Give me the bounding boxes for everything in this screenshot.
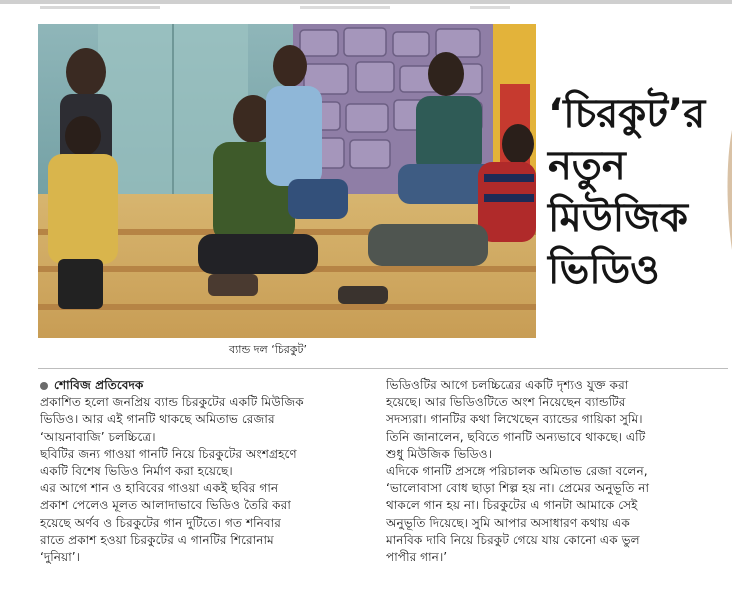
body-line: এদিকে গানটি প্রসঙ্গে পরিচালক অমিতাভ রেজা বলেন, <box>386 464 648 479</box>
body-line: এর আগে শান ও হাবিবের গাওয়া একই ছবির গান <box>40 481 279 496</box>
byline <box>40 377 372 394</box>
article-column-1 <box>40 377 372 566</box>
body-line: থাকলে গান হয় না। চিরকুটের এ গানটা আমাকে সেই <box>386 498 638 513</box>
headline-line: নতুন <box>548 143 626 189</box>
section-divider <box>38 368 728 369</box>
body-line: ভিডিওটির আগে চলচ্চিত্রের একটি দৃশ্যও যুক্ত করা <box>386 378 629 392</box>
headline-line: ভিডিও <box>548 247 660 293</box>
body-line: হয়েছে। আর ভিডিওটিতে অংশ নিয়েছেন ব্যান্ডটির <box>386 395 626 410</box>
headline-line: মিউজিক <box>548 195 689 241</box>
band-photo <box>38 24 536 338</box>
body-line: শুধু মিউজিক ভিডিও। <box>386 446 493 461</box>
body-line: রাতে প্রকাশ হওয়া চিরকুটের এ গানটির শিরোনাম <box>40 532 274 547</box>
body-line: প্রকাশ পেলেও মূলত আলাদাভাবে ভিডিও তৈরি করা <box>40 498 291 513</box>
body-line: সদস্যরা। গানটির কথা লিখেছেন ব্যান্ডের গায়িকা সুমি। <box>386 412 643 427</box>
body-line: পাপীর গান।’ <box>386 550 448 565</box>
body-line: তিনি জানালেন, ছবিতে গানটি অন্যভাবে থাকছে। এটি <box>386 429 646 444</box>
body-line: ভিডিও। আর এই গানটি থাকছে অমিতাভ রেজার <box>40 412 275 427</box>
article-column-2 <box>386 377 728 566</box>
body-line: মানবিক দাবি নিয়ে চিরকুট গেয়ে যায় কোনো এক ভুল <box>386 532 640 547</box>
headline <box>548 88 728 296</box>
photo-caption: ব্যান্ড দল ‘চিরকুট’ <box>228 343 308 356</box>
body-line: প্রকাশিত হলো জনপ্রিয় ব্যান্ড চিরকুটের একটি মিউজিক <box>40 395 304 410</box>
clipped-previous-article-strip <box>0 0 732 22</box>
body-line: ছবিটির জন্য গাওয়া গানটি নিয়ে চিরকুটের অংশগ্রহণে <box>40 446 297 461</box>
clipped-adjacent-photo-edge <box>724 130 732 250</box>
body-line: একটি বিশেষ ভিডিও নির্মাণ করা হয়েছে। <box>40 464 233 479</box>
body-line: ‘দুনিয়া’। <box>40 550 80 565</box>
body-line: হয়েছে অর্ণব ও চিরকুটের গান দুটিতে। গত শনিবার <box>40 515 281 530</box>
headline-line: ‘চিরকুট’র <box>548 91 706 137</box>
bullet-icon <box>40 382 48 390</box>
body-line: অনুভূতি দিয়েছে। সুমি আপার অসাধারণ কথায় এক <box>386 515 630 530</box>
body-line: ‘আয়নাবাজি’ চলচ্চিত্রে। <box>40 429 156 444</box>
byline-text: শোবিজ প্রতিবেদক <box>54 378 144 392</box>
body-line: ‘ভালোবাসা বোধ ছাড়া শিল্প হয় না। প্রেমের অনুভূতি না <box>386 481 650 496</box>
